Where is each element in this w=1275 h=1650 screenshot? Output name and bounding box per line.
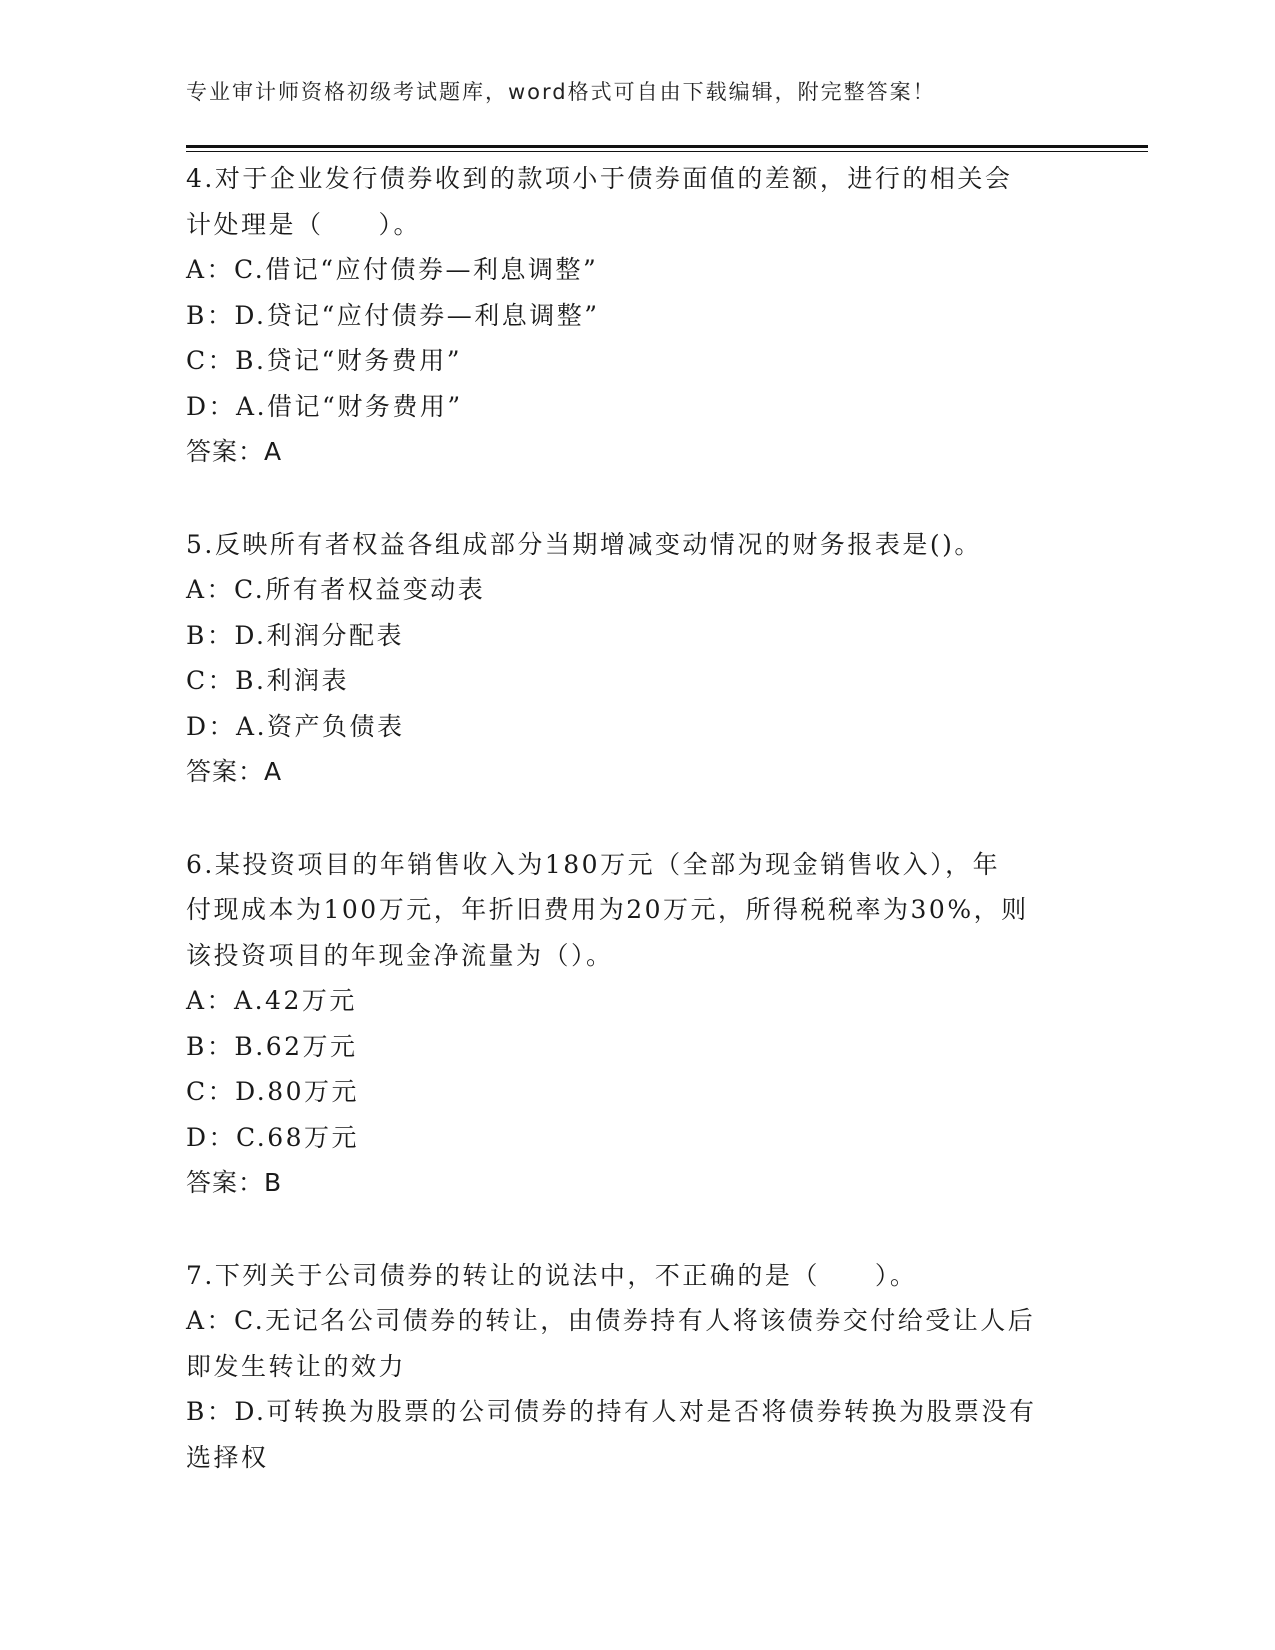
question-stem-line: 付现成本为100万元，年折旧费用为20万元，所得税税率为30%，则 (186, 895, 1029, 924)
header-divider-thin (186, 151, 1148, 152)
option-line: A：A.42万元 (186, 986, 357, 1015)
question-stem-line: 7.下列关于公司债券的转让的说法中，不正确的是（ ）。 (186, 1260, 918, 1290)
answer-line: 答案：A (186, 437, 283, 466)
option-line: 选择权 (186, 1442, 269, 1472)
option-line: B：D.贷记“应付债券—利息调整” (186, 300, 600, 330)
option-line: D：C.68万元 (186, 1122, 360, 1152)
option-line: B：D.利润分配表 (186, 620, 404, 650)
question-block (186, 522, 1086, 795)
option-line: A：C.无记名公司债券的转让，由债券持有人将该债券交付给受让人后 (186, 1306, 1036, 1335)
option-line: C：B.利润表 (186, 666, 349, 695)
option-line: C：D.80万元 (186, 1077, 360, 1106)
question-stem-line: 5.反映所有者权益各组成部分当期增减变动情况的财务报表是()。 (186, 529, 982, 559)
answer-line: 答案：B (186, 1168, 283, 1197)
option-line: B：B.62万元 (186, 1031, 358, 1061)
option-line: 即发生转让的效力 (186, 1351, 407, 1381)
option-line: B：D.可转换为股票的公司债券的持有人对是否将债券转换为股票没有 (186, 1397, 1037, 1426)
option-line: A：C.所有者权益变动表 (186, 575, 486, 604)
question-stem-line: 该投资项目的年现金净流量为（）。 (186, 940, 614, 970)
option-line: C：B.贷记“财务费用” (186, 346, 463, 375)
question-block (186, 1253, 1086, 1481)
question-stem-line: 6.某投资项目的年销售收入为180万元（全部为现金销售收入），年 (186, 849, 1001, 879)
question-block (186, 156, 1086, 475)
page-header: 专业审计师资格初级考试题库，word格式可自由下载编辑，附完整答案！ (186, 80, 936, 104)
option-line: D：A.借记“财务费用” (186, 391, 463, 421)
question-stem-line: 计处理是（ ）。 (186, 209, 422, 239)
answer-line: 答案：A (186, 757, 283, 786)
option-line: A：C.借记“应付债券—利息调整” (186, 255, 599, 284)
question-block (186, 842, 1086, 1206)
question-list (186, 156, 1086, 1527)
header-divider-thick (186, 145, 1148, 148)
question-stem-line: 4.对于企业发行债券收到的款项小于债券面值的差额，进行的相关会 (186, 164, 1013, 193)
option-line: D：A.资产负债表 (186, 711, 405, 741)
